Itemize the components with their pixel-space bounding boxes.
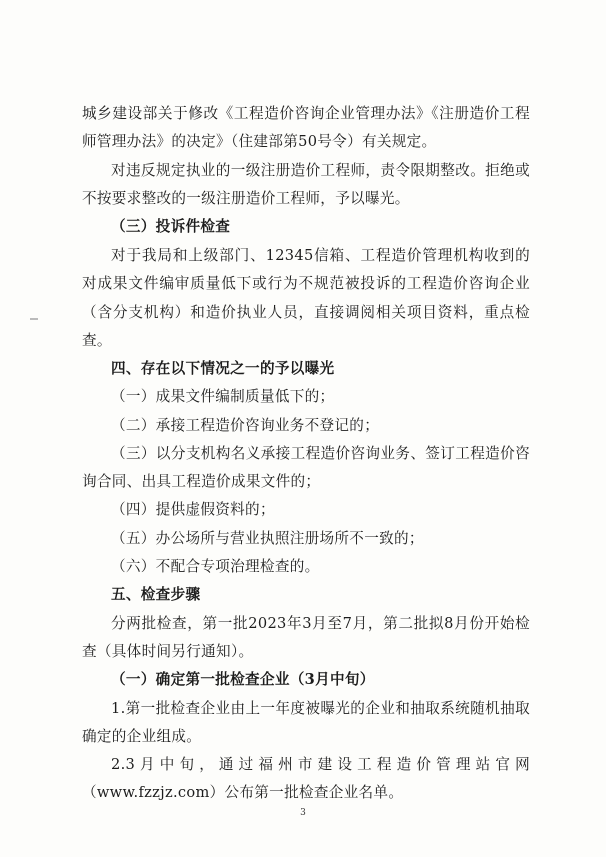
scan-mark xyxy=(30,318,38,320)
paragraph-engineer-rectification: 对违反规定执业的一级注册造价工程师，责令限期整改。拒绝或不按要求整改的一级注册造价工程师，予以曝光。 xyxy=(82,162,530,208)
paragraph-first-batch-composition: 1.第一批检查企业由上一年度被曝光的企业和抽取系统随机抽取确定的企业组成。 xyxy=(82,700,530,746)
subheading-complaint-inspection: （三）投诉件检查 xyxy=(111,218,231,235)
subheading-first-batch: （一）确定第一批检查企业（3月中旬） xyxy=(111,671,375,688)
list-item-3: （三）以分支机构名义承接工程造价咨询业务、签订工程造价咨询合同、出具工程造价成果文件的； xyxy=(82,445,530,491)
paragraph-complaint-inspection: 对于我局和上级部门、12345信箱、工程造价管理机构收到的对成果文件编审质量低下或行为不规范被投诉的工程造价咨询企业（含分支机构）和造价执业人员，直接调阅相关项目资料，重点检查。 xyxy=(82,247,530,349)
list-item-6: （六）不配合专项治理检查的。 xyxy=(111,558,320,575)
heading-section-five: 五、检查步骤 xyxy=(111,586,201,603)
paragraph-first-batch-announcement: 2.3月中旬，通过福州市建设工程造价管理站官网（www.fzzjz.com）公布第一批检查企业名单。 xyxy=(82,756,530,802)
list-item-4: （四）提供虚假资料的； xyxy=(111,501,275,518)
list-item-5: （五）办公场所与营业执照注册场所不一致的； xyxy=(111,530,424,547)
heading-section-four: 四、存在以下情况之一的予以曝光 xyxy=(111,360,335,377)
page-number: 3 xyxy=(300,808,306,818)
list-item-1: （一）成果文件编制质量低下的； xyxy=(111,388,335,405)
paragraph-inspection-schedule: 分两批检查，第一批2023年3月至7月，第二批拟8月份开始检查（具体时间另行通知）。 xyxy=(82,615,530,661)
list-item-2: （二）承接工程造价咨询业务不登记的； xyxy=(111,417,380,434)
paragraph-continued-regulation: 城乡建设部关于修改《工程造价咨询企业管理办法》《注册造价工程师管理办法》的决定》（住建部第50号令）有关规定。 xyxy=(82,105,530,151)
